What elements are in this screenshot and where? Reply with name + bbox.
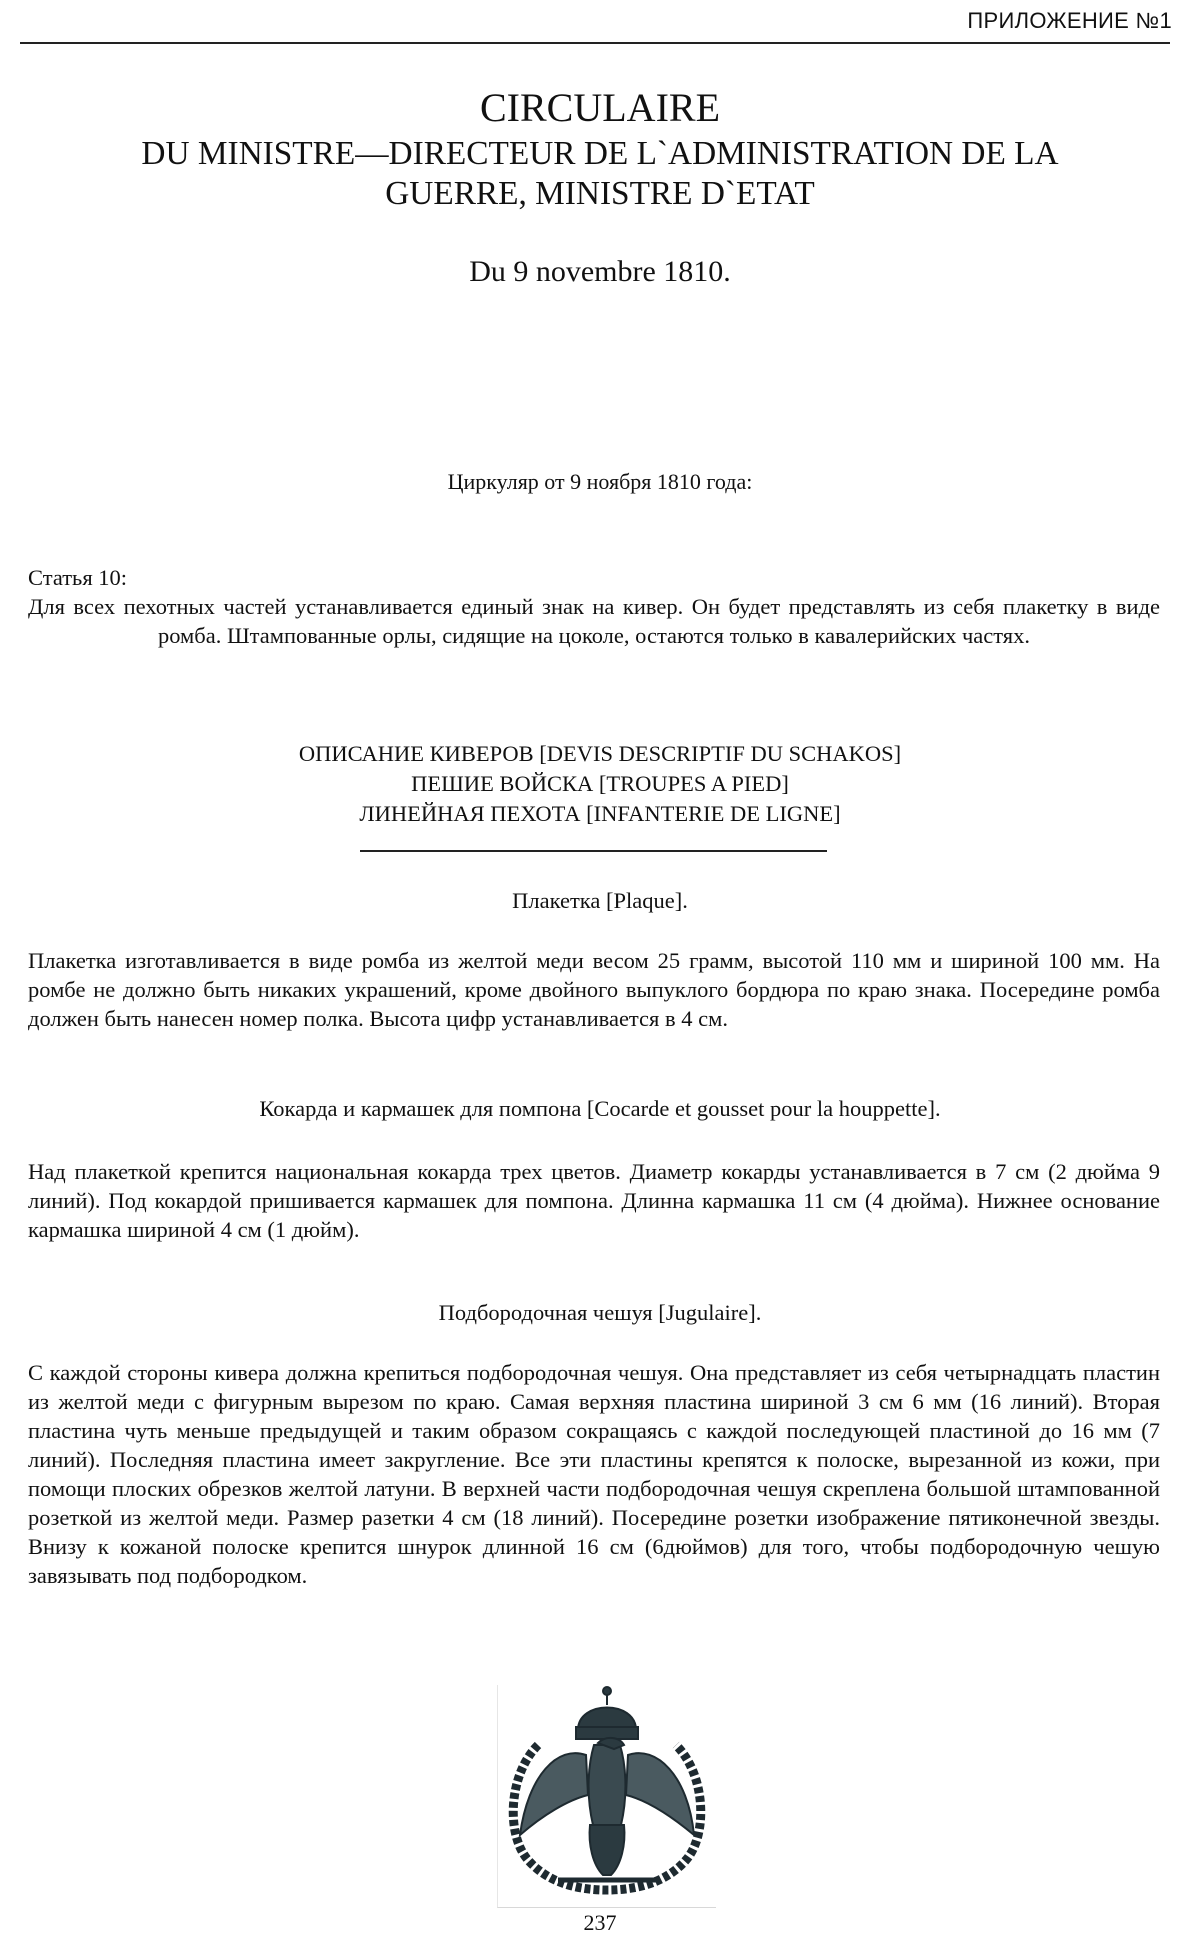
article-body: Для всех пехотных частей устанавливается единый знак на кивер. Он будет представлять из себя плакетку в виде ромба. Штампованные орлы, сидящие на цоколе, остаются только в кавалерийских частях. — [28, 594, 1160, 648]
document-title: CIRCULAIRE — [480, 85, 720, 130]
section-title-plaque: Плакетка [Plaque]. — [512, 888, 688, 913]
eagle-badge-figure — [497, 1685, 716, 1908]
section-title-jugulaire: Подбородочная чешуя [Jugulaire]. — [438, 1300, 762, 1325]
section-body-cocarde: Над плакеткой крепится национальная кокарда трех цветов. Диаметр кокарды устанавливается в 7 см (2 дюйма 9 линий). Под кокардой пришивается кармашек для помпона. Длинна кармашка 11 см (4 дюйма). Нижнее основание кармашка шириной 4 см (1 дюйм). — [28, 1159, 1160, 1242]
circular-ru-heading: Циркуляр от 9 ноября 1810 года: — [447, 469, 753, 494]
subtitle-line-1: DU MINISTRE—DIRECTEUR DE L`ADMINISTRATION DE LA — [141, 135, 1059, 172]
article-heading: Статья 10: — [28, 565, 128, 590]
heading-line-1: ОПИСАНИЕ КИВЕРОВ [DEVIS DESCRIPTIF DU SCHAKOS] — [298, 741, 902, 766]
section-body-plaque: Плакетка изготавливается в виде ромба из желтой меди весом 25 грамм, высотой 110 мм и шириной 100 мм. На ромбе не должно быть никаких украшений, кроме двойного выпуклого бордюра по краю знака. Посередине ромба должен быть нанесен номер полка. Высота цифр устанавливается в 4 см. — [28, 948, 1160, 1031]
document-date: Du 9 novembre 1810. — [469, 255, 731, 288]
heading-line-2: ПЕШИЕ ВОЙСКА [TROUPES A PIED] — [411, 771, 789, 796]
subtitle-line-2: GUERRE, MINISTRE D`ETAT — [385, 175, 815, 212]
crowned-eagle-badge-icon — [498, 1685, 716, 1907]
header-rule — [20, 42, 1170, 44]
section-divider — [360, 850, 827, 852]
section-title-cocarde: Кокарда и кармашек для помпона [Cocarde et gousset pour la houppette]. — [259, 1096, 941, 1121]
document-subtitle — [12, 134, 1188, 214]
heading-line-3: ЛИНЕЙНАЯ ПЕХОТА [INFANTERIE DE LIGNE] — [359, 801, 841, 826]
page-number: 237 — [583, 1910, 617, 1935]
section-body-jugulaire: С каждой стороны кивера должна крепиться подбородочная чешуя. Она представляет из себя четырнадцать пластин из желтой меди с фигурным вырезом по краю. Самая верхняя пластина шириной 3 см 6 мм (16 линий). Вторая пластина чуть меньше предыдущей и таким образом сокращаясь с каждой последующей пластиной до 16 мм (7 линий). Последняя пластина имеет закругление. Все эти пластины крепятся к полоске, вырезанной из кожи, при помощи плоских обрезков желтой латуни. В верхней части подбородочная чешуя скреплена большой штампованной розеткой из желтой меди. Размер разетки 4 см (18 линий). Посередине розетки изображение пятиконечной звезды. Внизу к кожаной полоске крепится шнурок длинной 16 см (6дюймов) для того, чтобы подбородочную чешую завязывать под подбородком. — [28, 1360, 1160, 1588]
section-headings — [0, 739, 1200, 829]
appendix-label: ПРИЛОЖЕНИЕ №1 — [967, 8, 1172, 33]
